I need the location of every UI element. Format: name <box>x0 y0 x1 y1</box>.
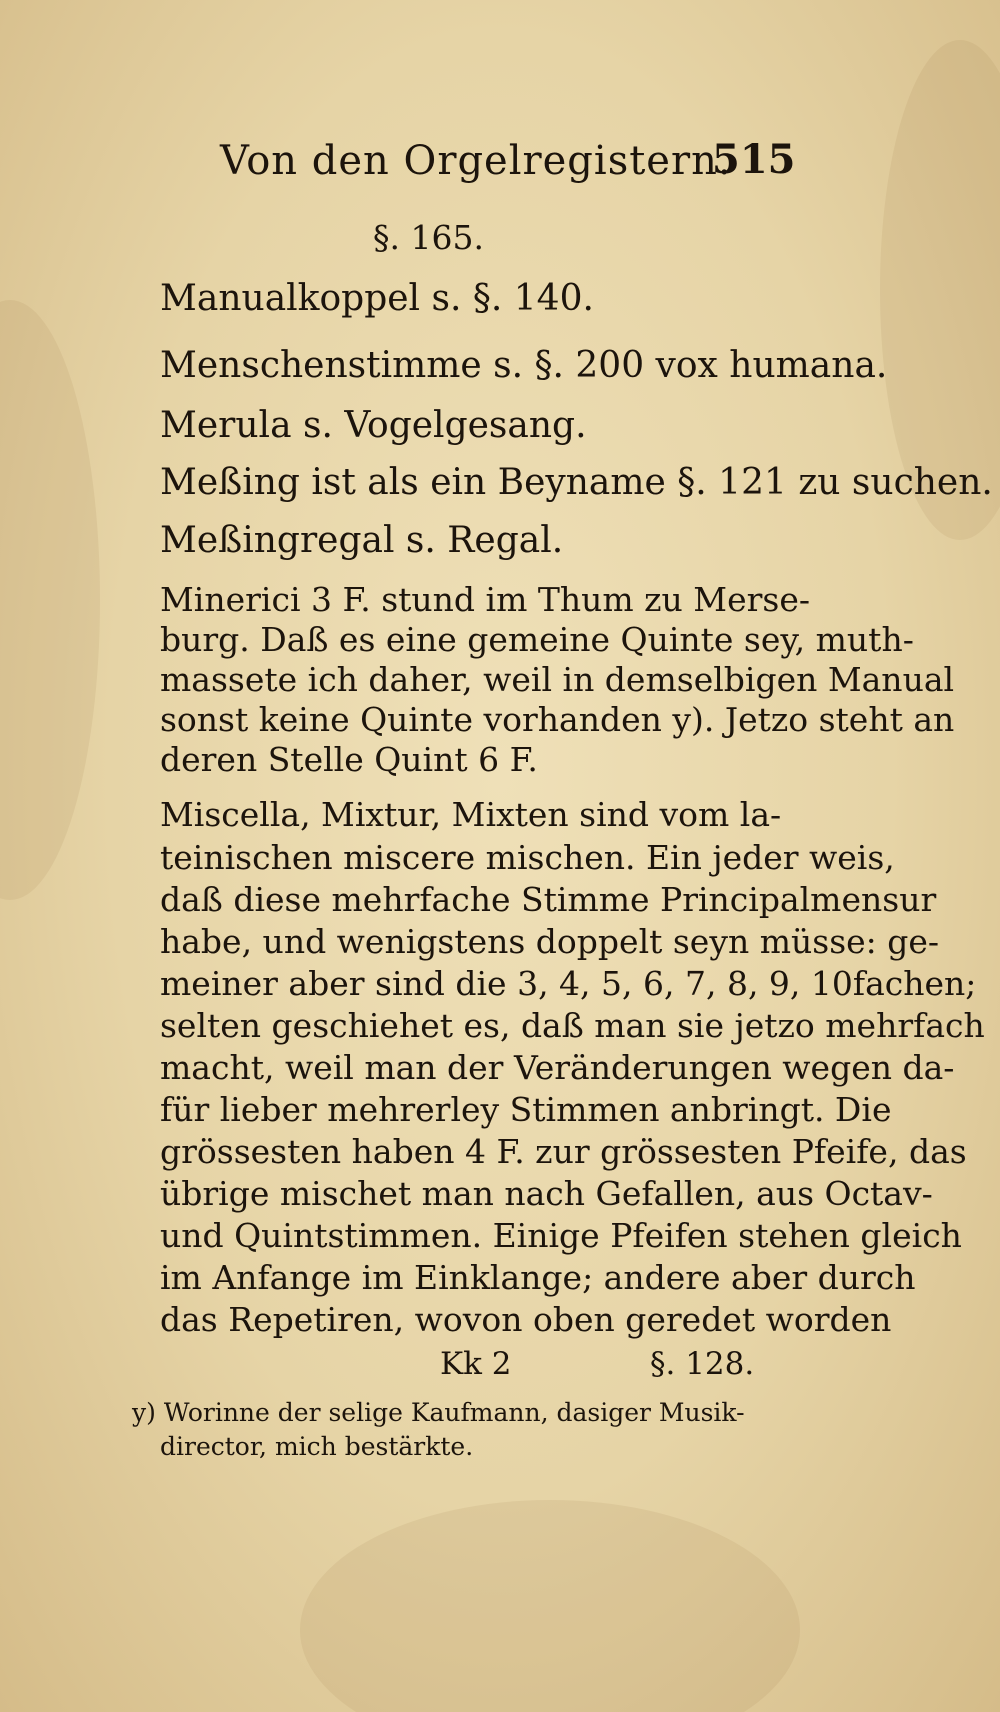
paragraph-line: teinischen miscere mischen. Ein jeder weis, <box>160 838 895 877</box>
entry-line: Meßing ist als ein Beyname §. 121 zu suchen. <box>160 462 993 503</box>
paragraph-line: für lieber mehrerley Stimmen anbringt. Die <box>160 1090 892 1129</box>
paragraph-line: deren Stelle Quint 6 F. <box>160 740 538 779</box>
catchword: §. 128. <box>650 1346 755 1382</box>
paragraph-line: habe, und wenigstens doppelt seyn müsse: ge- <box>160 922 940 961</box>
paper-stain <box>0 300 100 900</box>
section-number: §. 165. <box>373 218 484 257</box>
paragraph-line: grössesten haben 4 F. zur grössesten Pfeife, das <box>160 1132 967 1171</box>
paragraph-line: im Anfange im Einklange; andere aber durch <box>160 1258 916 1297</box>
footnote-line: y) Worinne der selige Kaufmann, dasiger Musik- <box>132 1398 745 1427</box>
paragraph-line: sonst keine Quinte vorhanden y). Jetzo steht an <box>160 700 955 739</box>
paragraph-line: massete ich daher, weil in demselbigen Manual <box>160 660 955 699</box>
paragraph-line: übrige mischet man nach Gefallen, aus Octav- <box>160 1174 933 1213</box>
entry-line: Manualkoppel s. §. 140. <box>160 278 594 319</box>
paragraph-line: meiner aber sind die 3, 4, 5, 6, 7, 8, 9, 10fachen; <box>160 964 977 1003</box>
paragraph-line: selten geschiehet es, daß man sie jetzo mehrfach <box>160 1006 985 1045</box>
paragraph-line: Minerici 3 F. stund im Thum zu Merse- <box>160 580 810 619</box>
signature-mark: Kk 2 <box>440 1346 512 1382</box>
paragraph-line: Miscella, Mixtur, Mixten sind vom la- <box>160 795 782 834</box>
paragraph-line: macht, weil man der Veränderungen wegen da- <box>160 1048 955 1087</box>
running-header: Von den Orgelregistern. <box>220 138 732 184</box>
entry-line: Meßingregal s. Regal. <box>160 520 564 561</box>
paragraph-line: das Repetiren, wovon oben geredet worden <box>160 1300 892 1339</box>
entry-line: Menschenstimme s. §. 200 vox humana. <box>160 345 888 386</box>
page-number: 515 <box>712 136 796 183</box>
footnote-line: director, mich bestärkte. <box>160 1432 474 1461</box>
entry-line: Merula s. Vogelgesang. <box>160 405 587 446</box>
paragraph-line: daß diese mehrfache Stimme Principalmensur <box>160 880 937 919</box>
paper-stain <box>300 1500 800 1712</box>
paragraph-line: burg. Daß es eine gemeine Quinte sey, muth- <box>160 620 914 659</box>
paragraph-line: und Quintstimmen. Einige Pfeifen stehen gleich <box>160 1216 962 1255</box>
